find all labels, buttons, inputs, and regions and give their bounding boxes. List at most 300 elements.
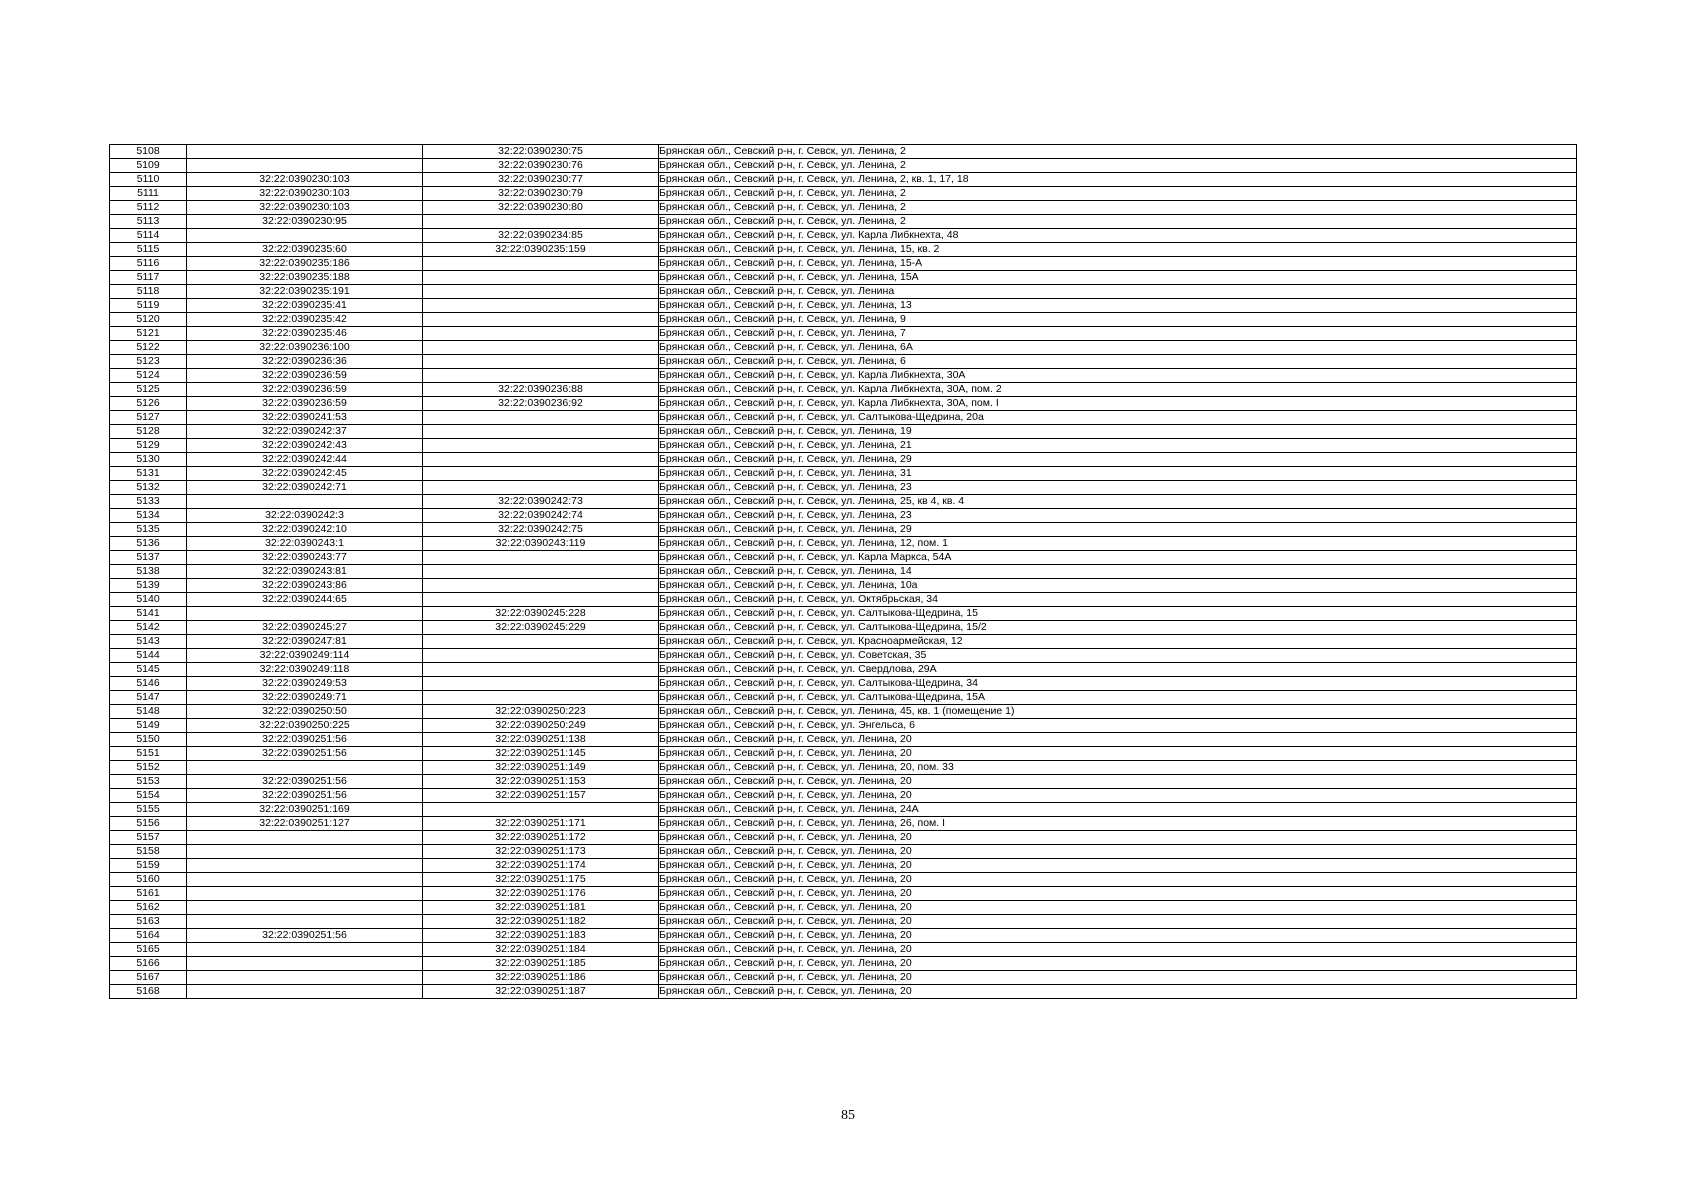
cadastral-number-cell [187,607,423,621]
address-cell: Брянская обл., Севский р-н, г. Севск, ул. Салтыкова-Щедрина, 15 [659,607,1577,621]
row-number-cell: 5156 [110,817,187,831]
row-number-cell: 5127 [110,411,187,425]
cadastral-number-cell: 32:22:0390251:56 [187,747,423,761]
address-cell: Брянская обл., Севский р-н, г. Севск, ул. Ленина, 10а [659,579,1577,593]
cadastral-number-cell: 32:22:0390249:118 [187,663,423,677]
address-cell: Брянская обл., Севский р-н, г. Севск, ул. Ленина [659,285,1577,299]
table-row [110,397,1577,411]
address-cell: Брянская обл., Севский р-н, г. Севск, ул. Ленина, 6 [659,355,1577,369]
cadastral-number-cell [187,971,423,985]
table-row [110,355,1577,369]
cadastral-number-cell [187,985,423,999]
premises-cadastral-number-cell: 32:22:0390251:183 [423,929,659,943]
table-row [110,817,1577,831]
cadastral-number-cell: 32:22:0390236:59 [187,369,423,383]
table-row [110,467,1577,481]
address-cell: Брянская обл., Севский р-н, г. Севск, ул. Ленина, 2 [659,215,1577,229]
row-number-cell: 5143 [110,635,187,649]
cadastral-number-cell [187,761,423,775]
table-row [110,243,1577,257]
address-cell: Брянская обл., Севский р-н, г. Севск, ул. Ленина, 21 [659,439,1577,453]
table-row [110,565,1577,579]
cadastral-number-cell: 32:22:0390242:71 [187,481,423,495]
address-cell: Брянская обл., Севский р-н, г. Севск, ул. Ленина, 20 [659,733,1577,747]
address-cell: Брянская обл., Севский р-н, г. Севск, ул. Ленина, 15-А [659,257,1577,271]
row-number-cell: 5115 [110,243,187,257]
premises-cadastral-number-cell: 32:22:0390251:175 [423,873,659,887]
table-row [110,761,1577,775]
premises-cadastral-number-cell: 32:22:0390251:181 [423,901,659,915]
cadastral-number-cell: 32:22:0390241:53 [187,411,423,425]
address-cell: Брянская обл., Севский р-н, г. Севск, ул. Ленина, 2 [659,201,1577,215]
premises-cadastral-number-cell: 32:22:0390251:184 [423,943,659,957]
address-cell: Брянская обл., Севский р-н, г. Севск, ул. Ленина, 20 [659,929,1577,943]
row-number-cell: 5166 [110,957,187,971]
address-cell: Брянская обл., Севский р-н, г. Севск, ул. Советская, 35 [659,649,1577,663]
row-number-cell: 5139 [110,579,187,593]
row-number-cell: 5137 [110,551,187,565]
address-cell: Брянская обл., Севский р-н, г. Севск, ул. Карла Либкнехта, 30А [659,369,1577,383]
table-row [110,593,1577,607]
table-row [110,747,1577,761]
address-cell: Брянская обл., Севский р-н, г. Севск, ул. Ленина, 2 [659,187,1577,201]
row-number-cell: 5141 [110,607,187,621]
table-row [110,915,1577,929]
address-cell: Брянская обл., Севский р-н, г. Севск, ул. Ленина, 20 [659,915,1577,929]
address-cell: Брянская обл., Севский р-н, г. Севск, ул. Ленина, 6А [659,341,1577,355]
premises-cadastral-number-cell [423,579,659,593]
cadastral-number-cell: 32:22:0390243:86 [187,579,423,593]
table-body [110,145,1577,999]
cadastral-number-cell: 32:22:0390230:103 [187,173,423,187]
premises-cadastral-number-cell: 32:22:0390251:182 [423,915,659,929]
premises-cadastral-number-cell [423,439,659,453]
row-number-cell: 5108 [110,145,187,159]
address-cell: Брянская обл., Севский р-н, г. Севск, ул. Ленина, 23 [659,481,1577,495]
cadastral-number-cell: 32:22:0390243:81 [187,565,423,579]
address-cell: Брянская обл., Севский р-н, г. Севск, ул. Красноармейская, 12 [659,635,1577,649]
row-number-cell: 5133 [110,495,187,509]
premises-cadastral-number-cell: 32:22:0390251:153 [423,775,659,789]
address-cell: Брянская обл., Севский р-н, г. Севск, ул. Ленина, 26, пом. I [659,817,1577,831]
premises-cadastral-number-cell [423,285,659,299]
cadastral-number-cell [187,873,423,887]
row-number-cell: 5144 [110,649,187,663]
premises-cadastral-number-cell: 32:22:0390251:157 [423,789,659,803]
address-cell: Брянская обл., Севский р-н, г. Севск, ул. Ленина, 15, кв. 2 [659,243,1577,257]
row-number-cell: 5113 [110,215,187,229]
address-cell: Брянская обл., Севский р-н, г. Севск, ул. Ленина, 15А [659,271,1577,285]
table-row [110,383,1577,397]
row-number-cell: 5160 [110,873,187,887]
address-cell: Брянская обл., Севский р-н, г. Севск, ул. Ленина, 20 [659,789,1577,803]
address-cell: Брянская обл., Севский р-н, г. Севск, ул. Салтыкова-Щедрина, 15/2 [659,621,1577,635]
premises-cadastral-number-cell: 32:22:0390230:79 [423,187,659,201]
address-cell: Брянская обл., Севский р-н, г. Севск, ул. Салтыкова-Щедрина, 15А [659,691,1577,705]
address-cell: Брянская обл., Севский р-н, г. Севск, ул. Ленина, 20 [659,845,1577,859]
address-cell: Брянская обл., Севский р-н, г. Севск, ул. Ленина, 20 [659,859,1577,873]
row-number-cell: 5135 [110,523,187,537]
premises-cadastral-number-cell [423,565,659,579]
row-number-cell: 5162 [110,901,187,915]
table-row [110,481,1577,495]
table-row [110,579,1577,593]
cadastral-number-cell: 32:22:0390235:191 [187,285,423,299]
cadastral-number-cell: 32:22:0390244:65 [187,593,423,607]
cadastral-number-cell: 32:22:0390236:100 [187,341,423,355]
premises-cadastral-number-cell [423,257,659,271]
address-cell: Брянская обл., Севский р-н, г. Севск, ул. Ленина, 20 [659,873,1577,887]
address-cell: Брянская обл., Севский р-н, г. Севск, ул. Ленина, 12, пом. 1 [659,537,1577,551]
premises-cadastral-number-cell [423,453,659,467]
cadastral-number-cell: 32:22:0390242:10 [187,523,423,537]
row-number-cell: 5110 [110,173,187,187]
premises-cadastral-number-cell: 32:22:0390245:229 [423,621,659,635]
row-number-cell: 5148 [110,705,187,719]
row-number-cell: 5165 [110,943,187,957]
premises-cadastral-number-cell: 32:22:0390251:138 [423,733,659,747]
row-number-cell: 5111 [110,187,187,201]
address-cell: Брянская обл., Севский р-н, г. Севск, ул. Ленина, 7 [659,327,1577,341]
cadastral-number-cell: 32:22:0390242:44 [187,453,423,467]
address-cell: Брянская обл., Севский р-н, г. Севск, ул. Ленина, 20 [659,831,1577,845]
premises-cadastral-number-cell: 32:22:0390243:119 [423,537,659,551]
row-number-cell: 5122 [110,341,187,355]
cadastral-number-cell [187,887,423,901]
cadastral-number-cell: 32:22:0390249:53 [187,677,423,691]
row-number-cell: 5168 [110,985,187,999]
table-row [110,649,1577,663]
premises-cadastral-number-cell: 32:22:0390250:249 [423,719,659,733]
address-cell: Брянская обл., Севский р-н, г. Севск, ул. Карла Либкнехта, 48 [659,229,1577,243]
cadastral-number-cell: 32:22:0390235:41 [187,299,423,313]
table-row [110,859,1577,873]
table-row [110,425,1577,439]
cadastral-number-cell: 32:22:0390235:46 [187,327,423,341]
table-row [110,369,1577,383]
row-number-cell: 5167 [110,971,187,985]
premises-cadastral-number-cell [423,551,659,565]
row-number-cell: 5130 [110,453,187,467]
table-row [110,705,1577,719]
row-number-cell: 5149 [110,719,187,733]
premises-cadastral-number-cell [423,327,659,341]
address-cell: Брянская обл., Севский р-н, г. Севск, ул. Ленина, 20 [659,775,1577,789]
cadastral-number-cell: 32:22:0390230:95 [187,215,423,229]
cadastral-number-cell: 32:22:0390242:43 [187,439,423,453]
table-row [110,439,1577,453]
cadastral-number-cell: 32:22:0390251:56 [187,733,423,747]
address-cell: Брянская обл., Севский р-н, г. Севск, ул. Ленина, 2 [659,145,1577,159]
cadastral-number-cell [187,229,423,243]
address-cell: Брянская обл., Севский р-н, г. Севск, ул. Ленина, 24А [659,803,1577,817]
premises-cadastral-number-cell: 32:22:0390251:171 [423,817,659,831]
cadastral-number-cell: 32:22:0390250:50 [187,705,423,719]
address-cell: Брянская обл., Севский р-н, г. Севск, ул. Салтыкова-Щедрина, 34 [659,677,1577,691]
row-number-cell: 5116 [110,257,187,271]
address-cell: Брянская обл., Севский р-н, г. Севск, ул. Карла Либкнехта, 30А, пом. I [659,397,1577,411]
table-row [110,327,1577,341]
cadastral-number-cell [187,159,423,173]
premises-cadastral-number-cell: 32:22:0390245:228 [423,607,659,621]
address-cell: Брянская обл., Севский р-н, г. Севск, ул. Ленина, 20, пом. 33 [659,761,1577,775]
row-number-cell: 5164 [110,929,187,943]
table-row [110,663,1577,677]
cadastral-number-cell [187,495,423,509]
premises-cadastral-number-cell: 32:22:0390236:88 [423,383,659,397]
row-number-cell: 5138 [110,565,187,579]
cadastral-number-cell: 32:22:0390251:56 [187,775,423,789]
table-row [110,299,1577,313]
premises-cadastral-number-cell [423,411,659,425]
cadastral-number-cell: 32:22:0390235:188 [187,271,423,285]
table-row [110,621,1577,635]
cadastral-number-cell: 32:22:0390251:169 [187,803,423,817]
table-row [110,887,1577,901]
premises-cadastral-number-cell [423,355,659,369]
table-row [110,901,1577,915]
premises-cadastral-number-cell [423,663,659,677]
address-cell: Брянская обл., Севский р-н, г. Севск, ул. Карла Маркса, 54А [659,551,1577,565]
premises-cadastral-number-cell: 32:22:0390230:75 [423,145,659,159]
table-row [110,929,1577,943]
address-cell: Брянская обл., Севский р-н, г. Севск, ул. Салтыкова-Щедрина, 20а [659,411,1577,425]
address-cell: Брянская обл., Севский р-н, г. Севск, ул. Ленина, 2, кв. 1, 17, 18 [659,173,1577,187]
table-row [110,607,1577,621]
row-number-cell: 5132 [110,481,187,495]
table-row [110,341,1577,355]
table-row [110,285,1577,299]
row-number-cell: 5117 [110,271,187,285]
address-cell: Брянская обл., Севский р-н, г. Севск, ул. Ленина, 20 [659,985,1577,999]
cadastral-number-cell: 32:22:0390251:56 [187,789,423,803]
row-number-cell: 5163 [110,915,187,929]
row-number-cell: 5114 [110,229,187,243]
premises-cadastral-number-cell: 32:22:0390251:149 [423,761,659,775]
cadastral-number-cell: 32:22:0390236:59 [187,383,423,397]
cadastral-number-cell [187,915,423,929]
row-number-cell: 5120 [110,313,187,327]
premises-cadastral-number-cell: 32:22:0390230:77 [423,173,659,187]
page-number: 85 [841,1108,855,1123]
table-row [110,257,1577,271]
premises-cadastral-number-cell [423,691,659,705]
address-cell: Брянская обл., Севский р-н, г. Севск, ул. Ленина, 20 [659,971,1577,985]
cadastral-number-cell: 32:22:0390242:3 [187,509,423,523]
table-row [110,957,1577,971]
row-number-cell: 5147 [110,691,187,705]
row-number-cell: 5158 [110,845,187,859]
cadastral-number-cell [187,845,423,859]
cadastral-number-cell: 32:22:0390235:42 [187,313,423,327]
premises-cadastral-number-cell: 32:22:0390235:159 [423,243,659,257]
table-row [110,453,1577,467]
address-cell: Брянская обл., Севский р-н, г. Севск, ул. Ленина, 20 [659,943,1577,957]
table-row [110,229,1577,243]
address-cell: Брянская обл., Севский р-н, г. Севск, ул. Ленина, 2 [659,159,1577,173]
cadastral-number-cell: 32:22:0390236:36 [187,355,423,369]
premises-cadastral-number-cell [423,467,659,481]
cadastral-number-cell [187,145,423,159]
premises-cadastral-number-cell: 32:22:0390230:76 [423,159,659,173]
row-number-cell: 5128 [110,425,187,439]
premises-cadastral-number-cell: 32:22:0390251:187 [423,985,659,999]
premises-cadastral-number-cell: 32:22:0390251:172 [423,831,659,845]
table-row [110,789,1577,803]
premises-cadastral-number-cell: 32:22:0390251:176 [423,887,659,901]
address-cell: Брянская обл., Севский р-н, г. Севск, ул. Ленина, 19 [659,425,1577,439]
address-cell: Брянская обл., Севский р-н, г. Севск, ул. Ленина, 29 [659,453,1577,467]
premises-cadastral-number-cell [423,677,659,691]
row-number-cell: 5151 [110,747,187,761]
row-number-cell: 5134 [110,509,187,523]
address-cell: Брянская обл., Севский р-н, г. Севск, ул. Ленина, 45, кв. 1 (помещение 1) [659,705,1577,719]
address-cell: Брянская обл., Севский р-н, г. Севск, ул. Ленина, 25, кв 4, кв. 4 [659,495,1577,509]
cadastral-number-cell: 32:22:0390230:103 [187,187,423,201]
row-number-cell: 5119 [110,299,187,313]
row-number-cell: 5154 [110,789,187,803]
cadastral-number-cell: 32:22:0390251:56 [187,929,423,943]
premises-cadastral-number-cell [423,593,659,607]
address-cell: Брянская обл., Севский р-н, г. Севск, ул. Свердлова, 29А [659,663,1577,677]
cadastral-number-cell [187,859,423,873]
cadastral-number-cell: 32:22:0390242:37 [187,425,423,439]
table-row [110,495,1577,509]
cadastral-number-cell [187,901,423,915]
table-row [110,845,1577,859]
cadastral-number-cell: 32:22:0390251:127 [187,817,423,831]
table-row [110,509,1577,523]
premises-cadastral-number-cell [423,271,659,285]
address-cell: Брянская обл., Севский р-н, г. Севск, ул. Ленина, 29 [659,523,1577,537]
table-row [110,677,1577,691]
row-number-cell: 5123 [110,355,187,369]
table-row [110,635,1577,649]
row-number-cell: 5126 [110,397,187,411]
premises-cadastral-number-cell: 32:22:0390251:145 [423,747,659,761]
row-number-cell: 5112 [110,201,187,215]
table-row [110,187,1577,201]
table-row [110,985,1577,999]
table-row [110,201,1577,215]
address-cell: Брянская обл., Севский р-н, г. Севск, ул. Ленина, 20 [659,901,1577,915]
cadastral-number-cell: 32:22:0390235:60 [187,243,423,257]
premises-cadastral-number-cell [423,369,659,383]
table-row [110,719,1577,733]
table-row [110,733,1577,747]
row-number-cell: 5136 [110,537,187,551]
address-cell: Брянская обл., Севский р-н, г. Севск, ул. Ленина, 14 [659,565,1577,579]
row-number-cell: 5161 [110,887,187,901]
table-row [110,173,1577,187]
premises-cadastral-number-cell: 32:22:0390236:92 [423,397,659,411]
address-cell: Брянская обл., Севский р-н, г. Севск, ул. Ленина, 20 [659,887,1577,901]
cadastral-number-cell: 32:22:0390236:59 [187,397,423,411]
row-number-cell: 5159 [110,859,187,873]
address-cell: Брянская обл., Севский р-н, г. Севск, ул. Энгельса, 6 [659,719,1577,733]
registry-table [109,144,1577,999]
table-row [110,873,1577,887]
table-row [110,313,1577,327]
premises-cadastral-number-cell [423,215,659,229]
table-row [110,775,1577,789]
address-cell: Брянская обл., Севский р-н, г. Севск, ул. Ленина, 9 [659,313,1577,327]
table-row [110,215,1577,229]
premises-cadastral-number-cell [423,803,659,817]
cadastral-number-cell: 32:22:0390250:225 [187,719,423,733]
premises-cadastral-number-cell [423,299,659,313]
table-row [110,523,1577,537]
row-number-cell: 5142 [110,621,187,635]
table-row [110,145,1577,159]
table-row [110,551,1577,565]
row-number-cell: 5140 [110,593,187,607]
premises-cadastral-number-cell [423,481,659,495]
address-cell: Брянская обл., Севский р-н, г. Севск, ул. Карла Либкнехта, 30А, пом. 2 [659,383,1577,397]
address-cell: Брянская обл., Севский р-н, г. Севск, ул. Ленина, 20 [659,957,1577,971]
table-row [110,411,1577,425]
premises-cadastral-number-cell: 32:22:0390251:174 [423,859,659,873]
address-cell: Брянская обл., Севский р-н, г. Севск, ул. Ленина, 31 [659,467,1577,481]
row-number-cell: 5109 [110,159,187,173]
premises-cadastral-number-cell: 32:22:0390234:85 [423,229,659,243]
premises-cadastral-number-cell: 32:22:0390251:185 [423,957,659,971]
cadastral-number-cell: 32:22:0390243:1 [187,537,423,551]
row-number-cell: 5118 [110,285,187,299]
row-number-cell: 5153 [110,775,187,789]
table-row [110,159,1577,173]
cadastral-number-cell: 32:22:0390243:77 [187,551,423,565]
row-number-cell: 5150 [110,733,187,747]
row-number-cell: 5125 [110,383,187,397]
cadastral-number-cell: 32:22:0390249:71 [187,691,423,705]
premises-cadastral-number-cell: 32:22:0390250:223 [423,705,659,719]
premises-cadastral-number-cell: 32:22:0390251:173 [423,845,659,859]
table-row [110,537,1577,551]
row-number-cell: 5131 [110,467,187,481]
address-cell: Брянская обл., Севский р-н, г. Севск, ул. Ленина, 13 [659,299,1577,313]
premises-cadastral-number-cell [423,635,659,649]
premises-cadastral-number-cell: 32:22:0390251:186 [423,971,659,985]
row-number-cell: 5146 [110,677,187,691]
premises-cadastral-number-cell: 32:22:0390242:75 [423,523,659,537]
premises-cadastral-number-cell: 32:22:0390230:80 [423,201,659,215]
table-row [110,691,1577,705]
cadastral-number-cell: 32:22:0390249:114 [187,649,423,663]
premises-cadastral-number-cell [423,425,659,439]
premises-cadastral-number-cell [423,313,659,327]
cadastral-number-cell [187,943,423,957]
table-row [110,271,1577,285]
table-row [110,943,1577,957]
cadastral-number-cell: 32:22:0390230:103 [187,201,423,215]
address-cell: Брянская обл., Севский р-н, г. Севск, ул. Ленина, 23 [659,509,1577,523]
table-row [110,971,1577,985]
row-number-cell: 5124 [110,369,187,383]
address-cell: Брянская обл., Севский р-н, г. Севск, ул. Ленина, 20 [659,747,1577,761]
row-number-cell: 5145 [110,663,187,677]
cadastral-number-cell: 32:22:0390242:45 [187,467,423,481]
premises-cadastral-number-cell [423,649,659,663]
premises-cadastral-number-cell: 32:22:0390242:73 [423,495,659,509]
row-number-cell: 5152 [110,761,187,775]
cadastral-number-cell: 32:22:0390247:81 [187,635,423,649]
cadastral-number-cell: 32:22:0390235:186 [187,257,423,271]
row-number-cell: 5157 [110,831,187,845]
premises-cadastral-number-cell [423,341,659,355]
table-row [110,831,1577,845]
row-number-cell: 5129 [110,439,187,453]
